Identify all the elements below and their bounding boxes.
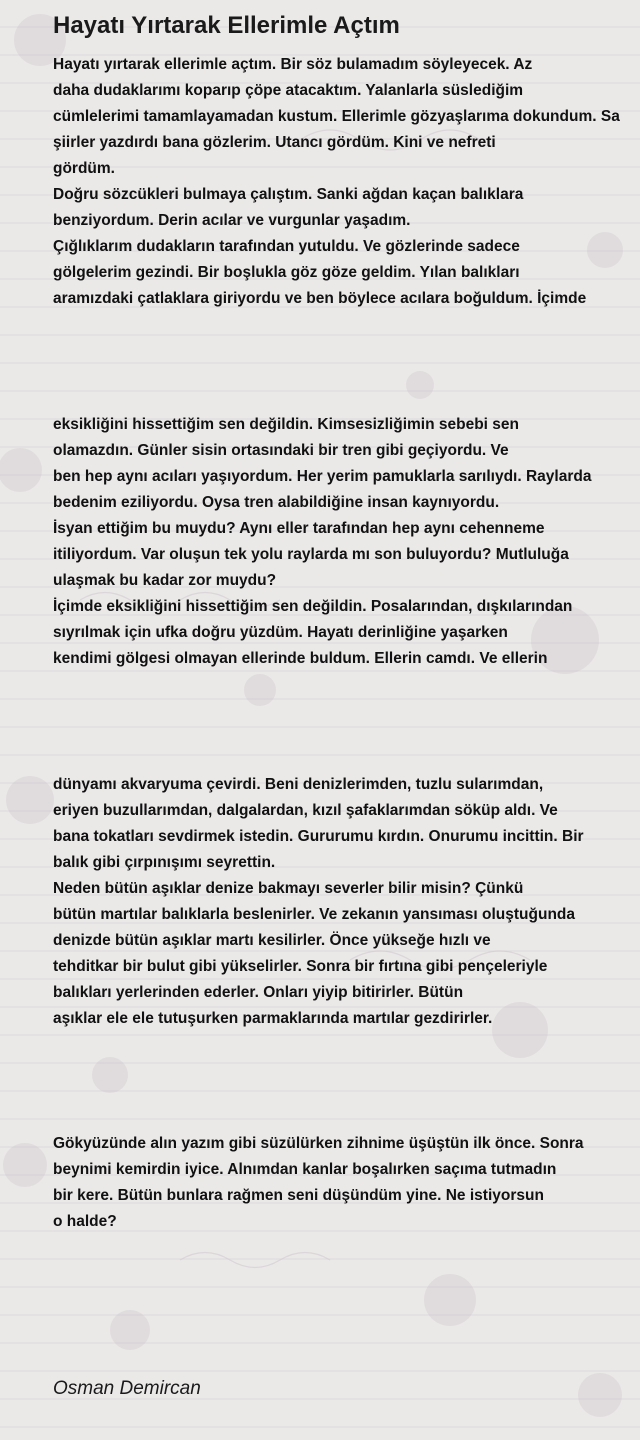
stanza-3 bbox=[53, 772, 640, 1032]
poem-line: Hayatı yırtarak ellerimle açtım. Bir söz bulamadım söyleyecek. Az bbox=[53, 56, 533, 73]
poem-line: Gökyüzünde alın yazım gibi süzülürken zihnime üşüştün ilk önce. Sonra bbox=[53, 1135, 584, 1152]
poem-line: eriyen buzullarımdan, dalgalardan, kızıl şafaklarımdan söküp aldı. Ve bbox=[53, 802, 558, 819]
poem-line: İsyan ettiğim bu muydu? Aynı eller tarafından hep aynı cehenneme bbox=[53, 520, 545, 537]
poem-line: Doğru sözcükleri bulmaya çalıştım. Sanki ağdan kaçan balıklara bbox=[53, 186, 524, 203]
poem-line: kendimi gölgesi olmayan ellerinde buldum. Ellerin camdı. Ve ellerin bbox=[53, 650, 548, 667]
poem-line: bütün martılar balıklarla beslenirler. Ve zekanın yansıması oluştuğunda bbox=[53, 906, 576, 923]
poem-line: benziyordum. Derin acılar ve vurgunlar yaşadım. bbox=[53, 212, 411, 229]
stanza-2 bbox=[53, 412, 640, 672]
poem-line: cümlelerimi tamamlayamadan kustum. Ellerimle gözyaşlarıma dokundum. Sa bbox=[53, 108, 620, 125]
poem-title: Hayatı Yırtarak Ellerimle Açtım bbox=[53, 12, 400, 39]
poem-line: aşıklar ele ele tutuşurken parmaklarında martılar gezdirirler. bbox=[53, 1010, 493, 1027]
poem-line: ulaşmak bu kadar zor muydu? bbox=[53, 572, 277, 589]
poem-line: o halde? bbox=[53, 1213, 117, 1230]
poem-line: balık gibi çırpınışımı seyrettin. bbox=[53, 854, 276, 871]
poem-line: İçimde eksikliğini hissettiğim sen değildin. Posalarından, dışkılarından bbox=[53, 598, 573, 615]
poem-line: ben hep aynı acıları yaşıyordum. Her yerim pamuklarla sarılıydı. Raylarda bbox=[53, 468, 592, 485]
poem-line: bedenim eziliyordu. Oysa tren alabildiğine insan kaynıyordu. bbox=[53, 494, 500, 511]
poem-line: Neden bütün aşıklar denize bakmayı severler bilir misin? Çünkü bbox=[53, 880, 524, 897]
stanza-4 bbox=[53, 1131, 640, 1235]
poem-line: dünyamı akvaryuma çevirdi. Beni denizlerimden, tuzlu sularımdan, bbox=[53, 776, 544, 793]
poem-line: tehditkar bir bulut gibi yükselirler. Sonra bir fırtına gibi pençeleriyle bbox=[53, 958, 548, 975]
poem-line: daha dudaklarımı koparıp çöpe atacaktım. Yalanlarla süslediğim bbox=[53, 82, 524, 99]
poem-line: denizde bütün aşıklar martı kesilirler. Önce yükseğe hızlı ve bbox=[53, 932, 491, 949]
poem-line: gördüm. bbox=[53, 160, 115, 177]
poem-line: itiliyordum. Var oluşun tek yolu raylarda mı son buluyordu? Mutluluğa bbox=[53, 546, 569, 563]
poem-line: beynimi kemirdin iyice. Alnımdan kanlar boşalırken saçıma tutmadın bbox=[53, 1161, 557, 1178]
poem-line: bir kere. Bütün bunlara rağmen seni düşündüm yine. Ne istiyorsun bbox=[53, 1187, 544, 1204]
poem-line: şiirler yazdırdı bana gözlerim. Utancı gördüm. Kini ve nefreti bbox=[53, 134, 496, 151]
poem-line: Çığlıklarım dudakların tarafından yutuldu. Ve gözlerinde sadece bbox=[53, 238, 520, 255]
poem-line: eksikliğini hissettiğim sen değildin. Kimsesizliğimin sebebi sen bbox=[53, 416, 519, 433]
poem-line: bana tokatları sevdirmek istedin. Gururumu kırdın. Onurumu incittin. Bir bbox=[53, 828, 584, 845]
stanza-1 bbox=[53, 52, 640, 312]
poem-line: olamazdın. Günler sisin ortasındaki bir tren gibi geçiyordu. Ve bbox=[53, 442, 509, 459]
poem-author: Osman Demircan bbox=[53, 1378, 201, 1399]
poem-line: balıkları yerlerinden ederler. Onları yiyip bitirirler. Bütün bbox=[53, 984, 464, 1001]
poem-line: aramızdaki çatlaklara giriyordu ve ben böylece acılara boğuldum. İçimde bbox=[53, 290, 587, 307]
poem-line: sıyrılmak için ufka doğru yüzdüm. Hayatı derinliğine yaşarken bbox=[53, 624, 508, 641]
poem-line: gölgelerim gezindi. Bir boşlukla göz göze geldim. Yılan balıkları bbox=[53, 264, 520, 281]
